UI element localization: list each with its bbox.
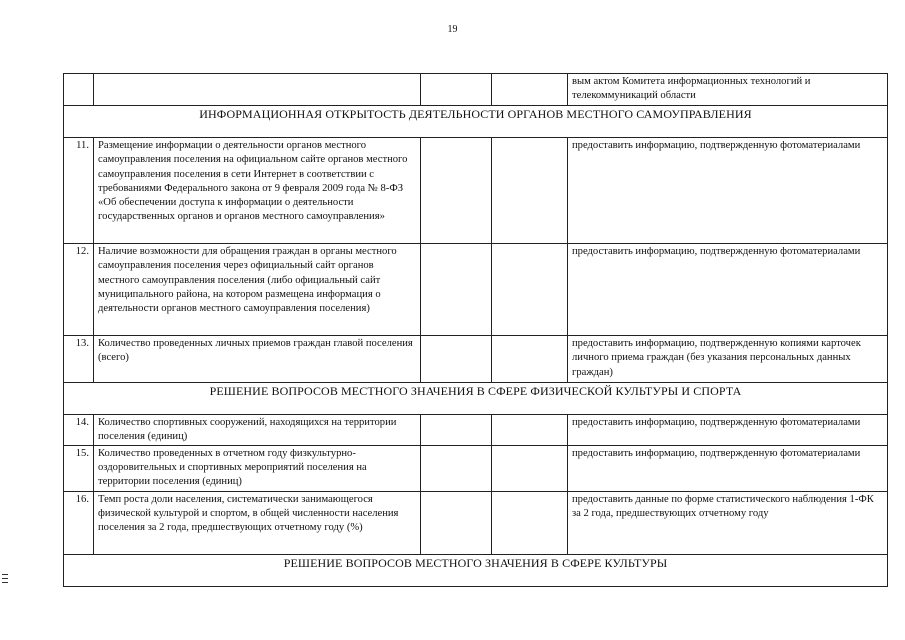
section-header-row	[64, 106, 888, 138]
row-number: 15.	[64, 445, 94, 491]
empty-cell	[492, 491, 568, 554]
row-number: 13.	[64, 336, 94, 383]
indicator-cell	[94, 74, 421, 106]
empty-cell	[421, 138, 492, 244]
indicator-cell: Количество проведенных личных приемов граждан главой поселения (всего)	[94, 336, 421, 383]
table-row	[64, 74, 888, 106]
empty-cell	[421, 336, 492, 383]
empty-cell	[492, 415, 568, 446]
confirmation-cell: предоставить информацию, подтвержденную фотоматериалами	[568, 415, 888, 446]
row-number: 11.	[64, 138, 94, 244]
row-number	[64, 74, 94, 106]
table-row	[64, 415, 888, 446]
indicator-cell: Наличие возможности для обращения граждан в органы местного самоуправления поселения через официальный сайт органов местного самоуправления поселения (либо официальный сайт муниципального района, на котором размещена информация о деятельности органов местного самоуправления поселения)	[94, 244, 421, 336]
margin-mark	[2, 582, 8, 583]
table-row	[64, 336, 888, 383]
table-row	[64, 445, 888, 491]
section-heading: РЕШЕНИЕ ВОПРОСОВ МЕСТНОГО ЗНАЧЕНИЯ В СФЕРЕ КУЛЬТУРЫ	[64, 554, 888, 586]
criteria-table	[63, 73, 888, 587]
empty-cell	[492, 336, 568, 383]
empty-cell	[421, 445, 492, 491]
row-number: 12.	[64, 244, 94, 336]
section-header-row	[64, 383, 888, 415]
confirmation-cell: предоставить информацию, подтвержденную фотоматериалами	[568, 445, 888, 491]
margin-mark	[2, 578, 8, 579]
row-number: 14.	[64, 415, 94, 446]
row-number: 16.	[64, 491, 94, 554]
section-heading: ИНФОРМАЦИОННАЯ ОТКРЫТОСТЬ ДЕЯТЕЛЬНОСТИ ОРГАНОВ МЕСТНОГО САМОУПРАВЛЕНИЯ	[64, 106, 888, 138]
confirmation-cell: вым актом Комитета информационных технологий и телекоммуникаций области	[568, 74, 888, 106]
empty-cell	[421, 415, 492, 446]
confirmation-cell: предоставить информацию, подтвержденную фотоматериалами	[568, 244, 888, 336]
section-heading: РЕШЕНИЕ ВОПРОСОВ МЕСТНОГО ЗНАЧЕНИЯ В СФЕРЕ ФИЗИЧЕСКОЙ КУЛЬТУРЫ И СПОРТА	[64, 383, 888, 415]
indicator-cell: Темп роста доли населения, систематически занимающегося физической культурой и спортом, в общей численности населения поселения за 2 года, предшествующих отчетному году (%)	[94, 491, 421, 554]
table-row	[64, 138, 888, 244]
indicator-cell: Размещение информации о деятельности органов местного самоуправления поселения на официальном сайте органов местного самоуправления поселения в сети Интернет в соответствии с требованиями Федерального закона от 9 февраля 2009 года № 8-ФЗ «Об обеспечении доступа к информации о деятельности государственных органов и органов местного самоуправления»	[94, 138, 421, 244]
confirmation-cell: предоставить информацию, подтвержденную фотоматериалами	[568, 138, 888, 244]
empty-cell	[492, 244, 568, 336]
empty-cell	[421, 491, 492, 554]
empty-cell	[421, 74, 492, 106]
empty-cell	[421, 244, 492, 336]
table-row	[64, 491, 888, 554]
confirmation-cell: предоставить информацию, подтвержденную копиями карточек личного приема граждан (без указания персональных данных граждан)	[568, 336, 888, 383]
margin-mark	[2, 574, 8, 575]
section-header-row	[64, 554, 888, 586]
empty-cell	[492, 138, 568, 244]
indicator-cell: Количество проведенных в отчетном году физкультурно-оздоровительных и спортивных мероприятий поселения на территории поселения (единиц)	[94, 445, 421, 491]
page-number: 19	[447, 24, 458, 35]
confirmation-cell: предоставить данные по форме статистического наблюдения 1-ФК за 2 года, предшествующих отчетному году	[568, 491, 888, 554]
indicator-cell: Количество спортивных сооружений, находящихся на территории поселения (единиц)	[94, 415, 421, 446]
empty-cell	[492, 445, 568, 491]
table-row	[64, 244, 888, 336]
empty-cell	[492, 74, 568, 106]
